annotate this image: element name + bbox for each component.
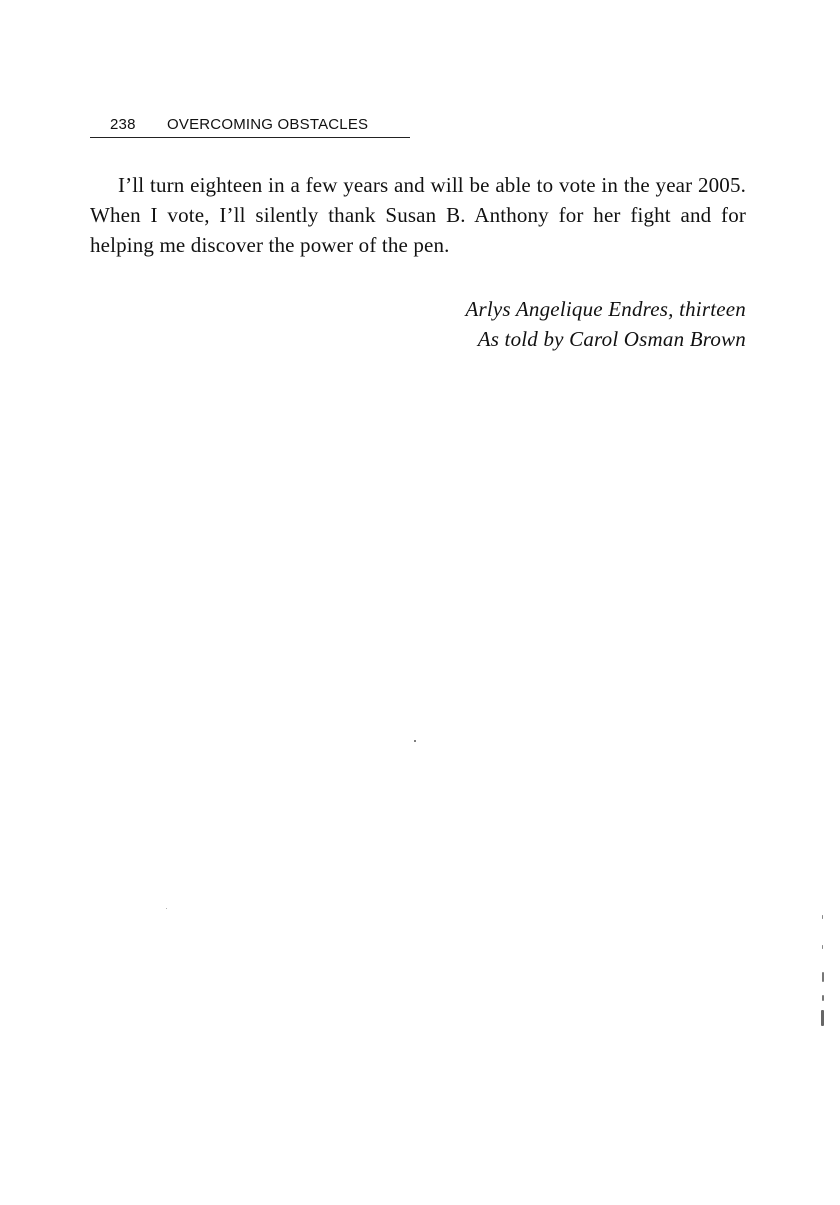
page-number: 238 <box>110 116 136 133</box>
section-title: OVERCOMING OBSTACLES <box>167 116 369 133</box>
scan-edge-mark <box>822 995 824 1001</box>
body-paragraph: I’ll turn eighteen in a few years and will be able to vote in the year 2005. When I vote, I’ll silently thank Susan B. Anthony for her fight and for helping me discover the power of the pen. <box>90 173 746 257</box>
running-header <box>90 116 410 138</box>
attribution-block <box>465 294 746 354</box>
scan-speck <box>414 740 416 742</box>
as-told-by-line: As told by Carol Osman Brown <box>477 327 746 351</box>
author-line: Arlys Angelique Endres, thirteen <box>465 297 746 321</box>
scan-edge-mark <box>821 1010 824 1026</box>
scan-edge-mark <box>822 972 824 982</box>
scan-edge-mark <box>822 915 823 919</box>
scan-speck <box>166 908 167 909</box>
scan-edge-mark <box>822 945 823 949</box>
